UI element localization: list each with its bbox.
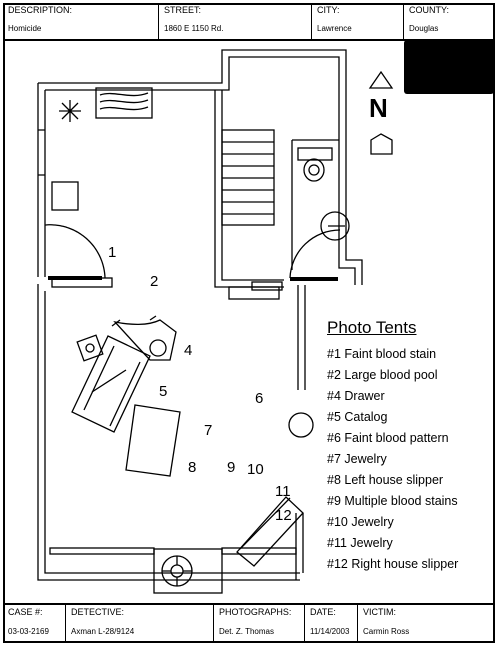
heater-unit (96, 88, 152, 118)
street-value: 1860 E 1150 Rd. (164, 24, 224, 33)
tent-11: 11 (275, 483, 291, 500)
door-arc-left (45, 225, 105, 278)
wall-left-lower-inner (45, 291, 300, 573)
north-arrow-bottom-icon (371, 134, 392, 154)
tent-2: 2 (150, 273, 159, 290)
county-label: COUNTY: (409, 5, 450, 15)
tent-1: 1 (108, 244, 117, 261)
door-jamb-right (229, 287, 279, 299)
wall-outer (38, 50, 362, 285)
tent-5: 5 (159, 383, 168, 400)
cabinet (52, 182, 78, 210)
ottoman (126, 405, 180, 476)
street-label: STREET: (164, 5, 202, 15)
photographs-value: Det. Z. Thomas (219, 627, 274, 636)
sink (321, 212, 349, 240)
slanted-counter (237, 497, 303, 566)
legend-item: #10 Jewelry (327, 515, 394, 529)
photo-tents-legend (327, 318, 458, 575)
legend-item: #7 Jewelry (327, 452, 387, 466)
legend-item: #5 Catalog (327, 410, 388, 424)
tent-9: 9 (227, 459, 236, 476)
legend-item: #6 Faint blood pattern (327, 431, 449, 445)
date-value: 11/14/2003 (310, 627, 350, 636)
tent-12: 12 (275, 507, 292, 524)
date-label: DATE: (310, 607, 336, 617)
legend-title: Photo Tents (327, 318, 417, 337)
legend-item: #12 Right house slipper (327, 557, 459, 571)
tent-7: 7 (204, 422, 213, 439)
case-value: 03-03-2169 (8, 627, 49, 636)
sofa (72, 336, 150, 432)
ceiling-fan (59, 100, 81, 122)
toilet (298, 148, 332, 181)
description-value: Homicide (8, 24, 42, 33)
legend-item: #1 Faint blood stain (327, 347, 437, 361)
legend-item: #9 Multiple blood stains (327, 494, 458, 508)
photographs-label: PHOTOGRAPHS: (219, 607, 292, 617)
door-arc-right (290, 230, 340, 278)
tent-8: 8 (188, 459, 197, 476)
detective-value: Axman L-28/9124 (71, 627, 135, 636)
north-label: N (369, 93, 388, 123)
tent-6: 6 (255, 390, 264, 407)
tent-4: 4 (184, 342, 193, 359)
stairs (222, 130, 274, 225)
victim-value: Carmin Ross (363, 627, 410, 636)
detective-label: DETECTIVE: (71, 607, 125, 617)
end-table (77, 335, 103, 361)
victim-label: VICTIM: (363, 607, 396, 617)
city-value: Lawrence (317, 24, 352, 33)
legend-item: #2 Large blood pool (327, 368, 438, 382)
window-left (38, 130, 45, 175)
round-table (289, 413, 313, 437)
door-jamb-mid (252, 282, 282, 290)
north-arrow-top-icon (370, 72, 392, 88)
case-label: CASE #: (8, 607, 43, 617)
wall-partition (222, 90, 284, 280)
legend-item: #11 Jewelry (327, 536, 393, 550)
city-label: CITY: (317, 5, 340, 15)
wall-left-lower-outer (38, 284, 300, 580)
county-value: Douglas (409, 24, 439, 33)
description-label: DESCRIPTION: (8, 5, 73, 15)
legend-item: #8 Left house slipper (327, 473, 444, 487)
tent-10: 10 (247, 461, 264, 478)
chair (112, 316, 176, 360)
legend-item: #4 Drawer (327, 389, 385, 403)
bottom-window (50, 548, 296, 593)
